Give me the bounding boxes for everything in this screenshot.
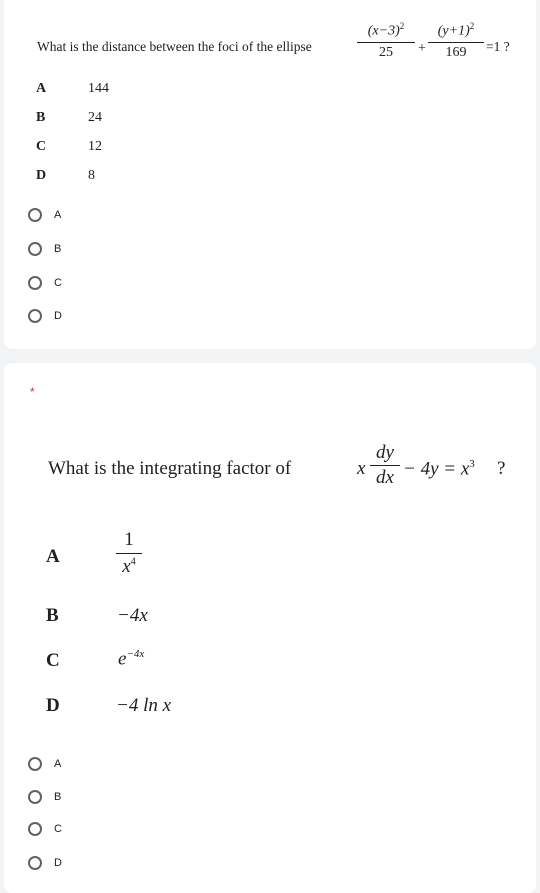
q2-choice-value-c	[118, 648, 144, 670]
q1-frac2-exponent: 2	[469, 21, 475, 31]
q1-frac2-numerator: (y+1)	[437, 23, 470, 39]
q2-choice-a-denominator: x	[122, 556, 131, 577]
radio-circle-icon[interactable]	[28, 276, 42, 290]
radio-circle-icon[interactable]	[28, 856, 42, 870]
radio-circle-icon[interactable]	[28, 242, 42, 256]
question-2-text: What is the integrating factor of	[48, 458, 292, 479]
q1-choice-letter-c: C	[36, 139, 47, 154]
radio-circle-icon[interactable]	[28, 790, 42, 804]
q2-choice-a-numerator: 1	[124, 529, 134, 550]
q1-choice-letter-d: D	[36, 168, 47, 183]
q1-plus-sign: +	[418, 41, 426, 56]
radio-circle-icon[interactable]	[28, 822, 42, 836]
q1-fraction-2	[428, 21, 484, 61]
q1-radio-option-d[interactable]	[28, 306, 62, 326]
q1-frac1-exponent: 2	[399, 21, 405, 31]
q2-question-mark: ?	[497, 458, 506, 479]
question-card-2	[4, 363, 536, 893]
q1-choice-value-a: 144	[88, 81, 109, 96]
q1-radio-label-a: A	[54, 209, 62, 221]
q2-radio-option-b[interactable]	[28, 787, 61, 807]
q2-radio-label-a: A	[54, 758, 62, 770]
required-asterisk: *	[30, 385, 35, 399]
q2-dx: dx	[376, 467, 394, 488]
q2-minus-4y-equals-x: − 4y = x	[403, 458, 470, 480]
q2-choice-letter-d: D	[46, 695, 60, 716]
radio-circle-icon[interactable]	[28, 208, 42, 222]
q2-choice-letter-a: A	[46, 546, 60, 567]
q2-radio-option-d[interactable]	[28, 853, 62, 873]
q2-radio-label-b: B	[54, 791, 62, 803]
question-1-text: What is the distance between the foci of the ellipse	[37, 39, 312, 54]
q1-choice-letter-b: B	[36, 110, 46, 125]
q1-fraction-1	[357, 21, 415, 61]
q2-choice-value-d: −4 ln x	[116, 695, 172, 716]
q1-choice-letter-a: A	[36, 81, 47, 96]
q1-frac1-numerator: (x−3)	[367, 23, 400, 39]
q1-radio-label-b: B	[54, 243, 62, 255]
radio-circle-icon[interactable]	[28, 309, 42, 323]
q2-choice-letter-c: C	[46, 650, 60, 671]
q1-radio-option-b[interactable]	[28, 239, 61, 259]
q2-radio-label-d: D	[54, 857, 62, 869]
q2-choice-value-a	[116, 529, 142, 578]
q2-radio-option-a[interactable]	[28, 754, 61, 774]
q2-choice-a-exponent: 4	[130, 556, 136, 568]
q2-choice-letter-b: B	[46, 605, 59, 626]
question-card-1	[4, 0, 536, 349]
q1-frac1-denominator: 25	[379, 44, 393, 60]
q1-radio-label-d: D	[54, 310, 62, 322]
q2-radio-option-c[interactable]	[28, 819, 62, 839]
q2-equation-rest	[403, 458, 475, 480]
q1-equals-one: =1 ?	[486, 39, 510, 54]
q2-dy: dy	[376, 442, 394, 463]
q2-choice-value-b: −4x	[117, 605, 148, 626]
q2-choice-c-exponent: −4x	[126, 648, 145, 660]
q1-choice-value-b: 24	[88, 110, 102, 125]
q2-radio-label-c: C	[54, 823, 62, 835]
q1-choice-value-c: 12	[88, 139, 102, 154]
q1-choice-value-d: 8	[88, 168, 95, 183]
q1-frac2-denominator: 169	[445, 44, 467, 60]
q1-radio-label-c: C	[54, 277, 62, 289]
radio-circle-icon[interactable]	[28, 757, 42, 771]
q2-x-coefficient: x	[357, 458, 366, 479]
q2-choice-c-base: e	[118, 648, 127, 670]
q1-radio-option-a[interactable]	[28, 205, 61, 225]
q1-radio-option-c[interactable]	[28, 273, 62, 293]
q2-derivative-fraction	[370, 442, 400, 489]
q2-exponent: 3	[469, 458, 475, 470]
